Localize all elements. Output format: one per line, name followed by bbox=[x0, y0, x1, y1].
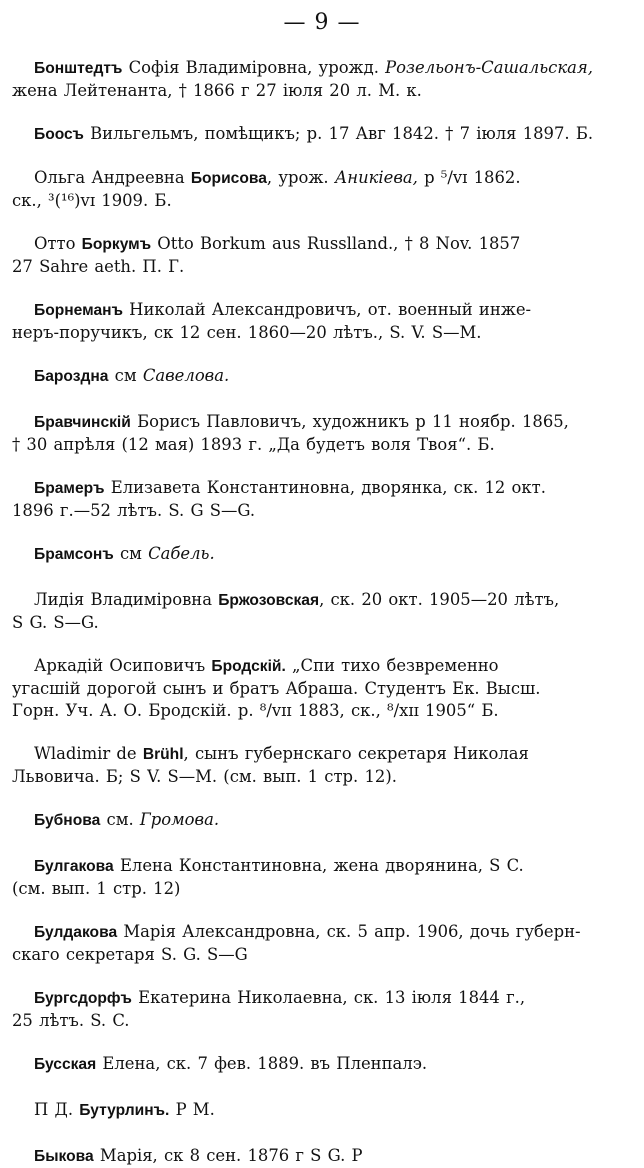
entry-text: см bbox=[113, 544, 149, 563]
entry-text: Марія Александровна, ск. 5 апр. 1906, дочь губерн- скаго секретаря S. G. S—G bbox=[12, 922, 581, 964]
entry-surname: Бароздна bbox=[34, 368, 109, 385]
entry bbox=[12, 123, 632, 146]
entry bbox=[12, 477, 632, 522]
entry-surname: Брамсонъ bbox=[34, 546, 114, 563]
entry-italic-text: Розельонъ-Сашальская, bbox=[385, 58, 593, 77]
entry-surname: Булгакова bbox=[34, 858, 114, 875]
entry-list bbox=[12, 57, 632, 1168]
entry-surname: Булдакова bbox=[34, 924, 118, 941]
entry-text: , ск. 20 окт. 1905—20 лѣтъ, S G. S—G. bbox=[12, 590, 560, 632]
entry-surname: Brühl bbox=[142, 746, 184, 763]
entry-text: П Д. bbox=[34, 1100, 80, 1119]
entry-italic-text: Савелова. bbox=[142, 366, 230, 385]
entry-surname: Бусская bbox=[34, 1056, 97, 1073]
entry bbox=[12, 57, 632, 102]
entry-surname: Быкова bbox=[34, 1148, 94, 1165]
entry-text: Вильгельмъ, помѣщикъ; р. 17 Авг 1842. † 7 іюля 1897. Б. bbox=[83, 124, 594, 143]
entry-text: Р М. bbox=[169, 1100, 215, 1119]
entry-text: Софія Владиміровна, урожд. bbox=[122, 58, 386, 77]
entry-surname: Брамеръ bbox=[34, 480, 105, 497]
entry-surname: Бургсдорфъ bbox=[34, 990, 132, 1007]
entry-text: Лидія Владиміровна bbox=[34, 590, 219, 609]
entry-surname: Боркумъ bbox=[81, 236, 152, 253]
entry-text: „Спи тихо безвременно угасшій дорогой сынъ и братъ Абраша. Студентъ Ек. Высш. Горн. Уч. А. О. Бродскій. р. ⁸/ᴠɪɪ 1883, ск., ⁸/xɪɪ 1905“ Б. bbox=[12, 656, 541, 720]
entry-italic-text: Аникіева, bbox=[334, 168, 418, 187]
entry-text: Марія, ск 8 сен. 1876 г S G. P bbox=[93, 1146, 363, 1165]
entry-surname: Бубнова bbox=[34, 812, 101, 829]
entry bbox=[12, 543, 632, 566]
entry-text: , урож. bbox=[266, 168, 335, 187]
entry-text: Wladimir de bbox=[34, 744, 143, 763]
entry bbox=[12, 855, 632, 900]
entry bbox=[12, 987, 632, 1032]
entry-text: Елизавета Константиновна, дворянка, ск. 12 окт. 1896 г.—52 лѣтъ. S. G S—G. bbox=[12, 478, 546, 520]
entry bbox=[12, 1099, 632, 1122]
entry bbox=[12, 1053, 632, 1076]
entry bbox=[12, 1145, 632, 1168]
entry bbox=[12, 589, 632, 634]
entry-text: , сынъ губернскаго секретаря Николая Львовича. Б; S V. S—M. (см. вып. 1 стр. 12). bbox=[12, 744, 529, 786]
page-number: — 9 — bbox=[283, 10, 361, 35]
entry bbox=[12, 921, 632, 966]
entry bbox=[12, 743, 632, 788]
entry-italic-text: Сабель. bbox=[148, 544, 215, 563]
entry-surname: Бравчинскій bbox=[34, 414, 131, 431]
entry-text: см bbox=[108, 366, 143, 385]
entry bbox=[12, 809, 632, 832]
entry-surname: Бонштедтъ bbox=[34, 60, 123, 77]
entry-text: Елена Константиновна, жена дворянина, S C. (см. вып. 1 стр. 12) bbox=[12, 856, 524, 898]
entry-text: жена Лейтенанта, † 1866 г 27 іюля 20 л. М. к. bbox=[12, 81, 422, 100]
entry-surname: Борнеманъ bbox=[34, 302, 123, 319]
entry bbox=[12, 167, 632, 212]
entry-text: Отто bbox=[34, 234, 82, 253]
entry bbox=[12, 299, 632, 344]
entry-surname: Борисова bbox=[190, 170, 267, 187]
entry-surname: Боосъ bbox=[34, 126, 84, 143]
entry-text: см. bbox=[100, 810, 140, 829]
entry-surname: Бржозовская bbox=[218, 592, 320, 609]
entry-text: Екатерина Николаевна, ск. 13 іюля 1844 г., 25 лѣтъ. S. C. bbox=[12, 988, 526, 1030]
entry-text: Аркадій Осиповичъ bbox=[34, 656, 212, 675]
entry-text: Otto Borkum aus Russlland., † 8 Nov. 1857 27 Sahre aeth. П. Г. bbox=[12, 234, 521, 276]
entry-text: р ⁵/ᴠɪ 1862. ск., ³(¹⁶)ᴠɪ 1909. Б. bbox=[12, 168, 521, 210]
entry bbox=[12, 655, 632, 722]
entry bbox=[12, 233, 632, 278]
entry-surname: Бродскій. bbox=[211, 658, 286, 675]
entry bbox=[12, 411, 632, 456]
entry-text: Елена, ск. 7 фев. 1889. въ Пленпалэ. bbox=[96, 1054, 428, 1073]
entry-surname: Бутурлинъ. bbox=[79, 1102, 170, 1119]
entry-text: Борисъ Павловичъ, художникъ р 11 ноябр. 1865, † 30 апрѣля (12 мая) 1893 г. „Да будетъ воля Твоя“. Б. bbox=[12, 412, 569, 454]
entry-italic-text: Громова. bbox=[139, 810, 220, 829]
entry-text: Ольга Андреевна bbox=[34, 168, 191, 187]
entry-text: Николай Александровичъ, от. военный инже- неръ-поручикъ, ск 12 сен. 1860—20 лѣтъ., S. V. S—M. bbox=[12, 300, 532, 342]
entry bbox=[12, 365, 632, 388]
